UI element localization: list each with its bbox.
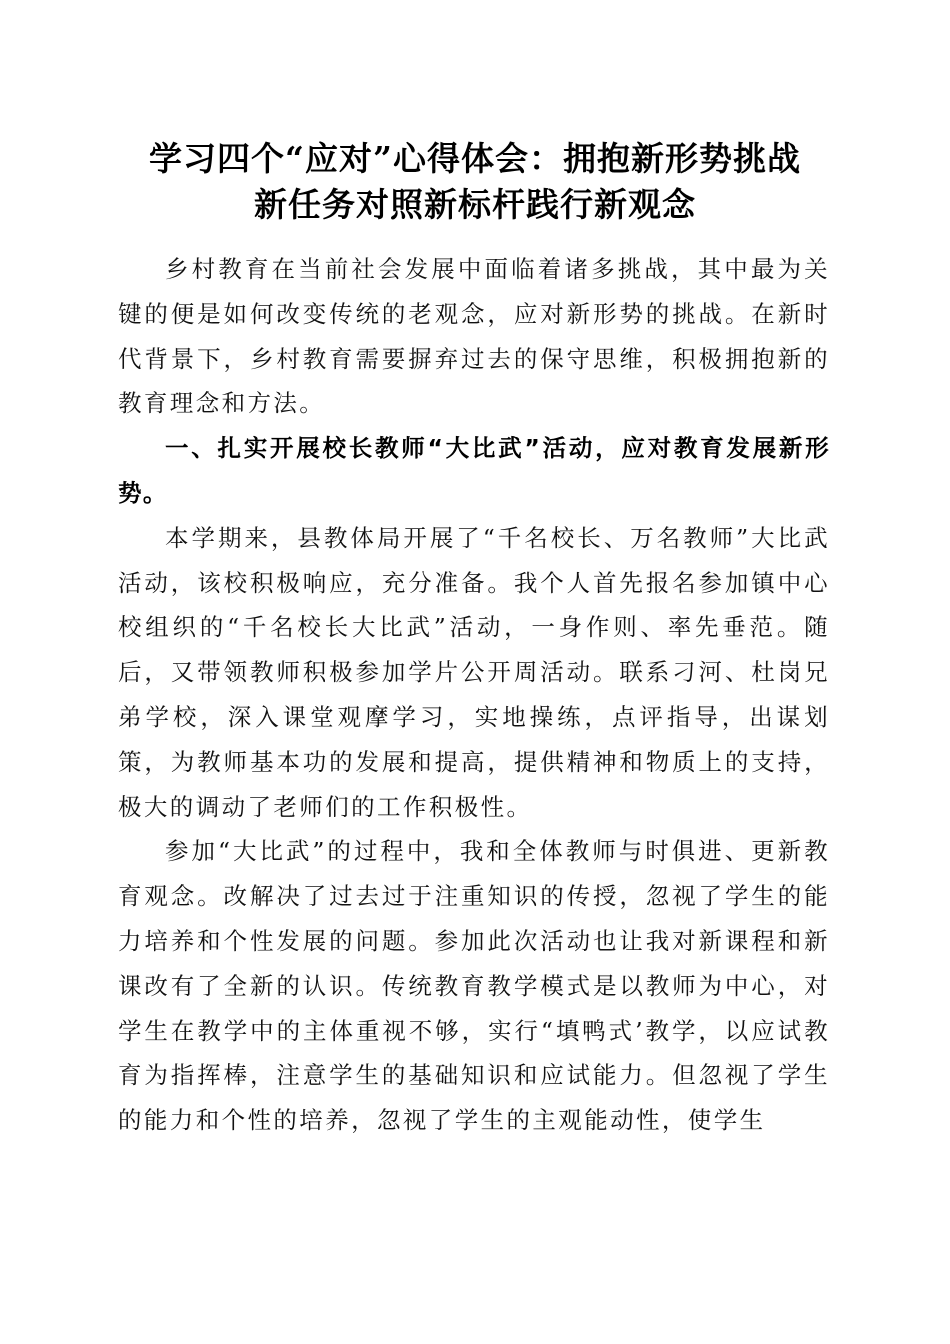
body-paragraph-2: 参加“大比武”的过程中，我和全体教师与时俱进、更新教育观念。改解决了过去过于注重知识的传授，忽视了学生的能力培养和个性发展的问题。参加此次活动也让我对新课程和新课改有了全新的认识。传统教育教学模式是以教师为中心，对学生在教学中的主体重视不够，实行“填鸭式’教学，以应试教育为指挥棒，注意学生的基础知识和应试能力。但忽视了学生的能力和个性的培养，忽视了学生的主观能动性，使学生 <box>118 837 830 1135</box>
title-line-2: 新任务对照新标杆践行新观念 <box>254 185 696 224</box>
document-title <box>100 136 850 228</box>
section-heading-1: 一、扎实开展校长教师“大比武”活动，应对教育发展新形势。 <box>118 434 830 507</box>
body-paragraph-1: 本学期来，县教体局开展了“千名校长、万名教师”大比武活动，该校积极响应，充分准备。我个人首先报名参加镇中心校组织的“千名校长大比武”活动，一身作则、率先垂范。随后，又带领教师积极参加学片公开周活动。联系刁河、杜岗兄弟学校，深入课堂观摩学习，实地操练，点评指导，出谋划策，为教师基本功的发展和提高，提供精神和物质上的支持，极大的调动了老师们的工作积极性。 <box>118 523 830 821</box>
document-body <box>118 247 830 1143</box>
intro-paragraph: 乡村教育在当前社会发展中面临着诸多挑战，其中最为关键的便是如何改变传统的老观念，应对新形势的挑战。在新时代背景下，乡村教育需要摒弃过去的保守思维，积极拥抱新的教育理念和方法。 <box>118 255 830 418</box>
title-line-1: 学习四个“应对”心得体会：拥抱新形势挑战 <box>149 139 801 178</box>
